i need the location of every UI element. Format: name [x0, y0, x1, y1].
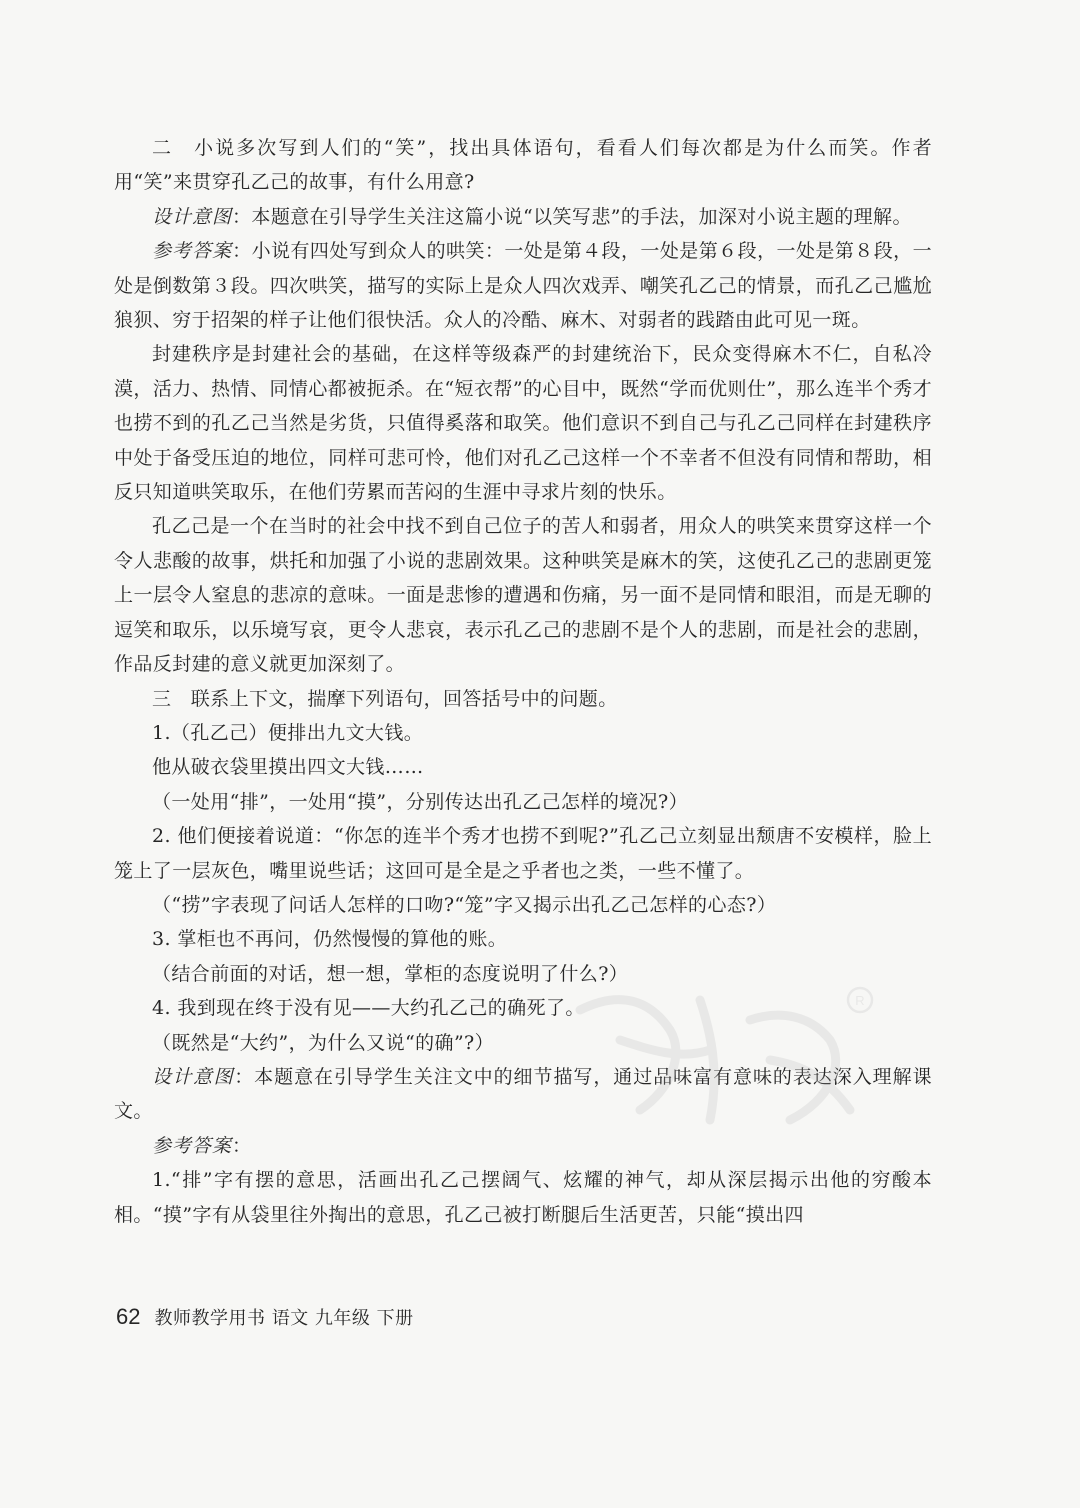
- page-number: 62: [116, 1304, 141, 1329]
- reference-answer-three: [114, 1129, 932, 1163]
- page-footer: [116, 1304, 414, 1330]
- sub-question-2-prompt: （“捞”字表现了问话人怎样的口吻?“笼”字又揭示出孔乙己怎样的心态?）: [152, 893, 777, 916]
- reference-answer-two: [114, 234, 932, 337]
- sub-question-1a: 1.（孔乙己）便排出九文大钱。: [152, 721, 424, 744]
- question-three-text: 三 联系上下文，揣摩下列语句，回答括号中的问题。: [152, 687, 618, 710]
- sub-question-1b: 他从破衣袋里摸出四文大钱……: [152, 756, 424, 779]
- page-content: [114, 131, 932, 1232]
- question-two-text: 二 小说多次写到人们的“笑”，找出具体语句，看看人们每次都是为什么而笑。作者用“笑”来贯穿孔乙己的故事，有什么用意?: [114, 137, 932, 194]
- question-two: [114, 131, 932, 200]
- sub-question-2: 2. 他们便接着说道：“你怎的连半个秀才也捞不到呢?”孔乙己立刻显出颓唐不安模样，脸上笼上了一层灰色，嘴里说些话；这回可是全是之乎者也之类，一些不懂了。: [114, 825, 932, 882]
- question-three: [114, 682, 932, 716]
- design-intent-text: ：本题意在引导学生关注文中的细节描写，通过品味富有意味的表达深入理解课文。: [114, 1065, 932, 1123]
- reference-answer-colon: ：: [232, 1134, 252, 1157]
- reference-answer-label: 参考答案: [152, 1134, 233, 1157]
- sub-question-3-prompt: （结合前面的对话，想一想，掌柜的态度说明了什么?）: [152, 962, 629, 985]
- reference-answer-label: 参考答案: [152, 240, 233, 263]
- svg-text:R: R: [855, 993, 865, 1008]
- design-intent-label: 设计意图: [152, 205, 233, 228]
- design-intent-label: 设计意图: [152, 1065, 235, 1088]
- sub-question-4-prompt: （既然是“大约”，为什么又说“的确”?）: [152, 1031, 495, 1054]
- answer-paragraph-kong-yiji: 孔乙己是一个在当时的社会中找不到自己位子的苦人和弱者，用众人的哄笑来贯穿这样一个令人悲酸的故事，烘托和加强了小说的悲剧效果。这种哄笑是麻木的笑，这使孔乙己的悲剧更笼上一层令人窒息的悲凉的意味。一面是悲惨的遭遇和伤痛，另一面不是同情和眼泪，而是无聊的逗笑和取乐，以乐境写哀，更令人悲哀，表示孔乙己的悲剧不是个人的悲剧，而是社会的悲剧，作品反封建的意义就更加深刻了。: [114, 515, 932, 676]
- sub-question-1-prompt: （一处用“排”，一处用“摸”，分别传达出孔乙己怎样的境况?）: [152, 790, 689, 813]
- design-intent-three: [114, 1060, 932, 1129]
- reference-answer-text: ：小说有四处写到众人的哄笑：一处是第４段，一处是第６段，一处是第８段，一处是倒数第３段。四次哄笑，描写的实际上是众人四次戏弄、嘲笑孔乙己的情景，而孔乙己尴尬狼狈、穷于招架的样子让他们很快活。众人的冷酷、麻木、对弱者的践踏由此可见一斑。: [114, 240, 932, 332]
- answer-item-1: 1.“排”字有摆的意思，活画出孔乙己摆阔气、炫耀的神气，却从深层揭示出他的穷酸本相。“摸”字有从袋里往外掏出的意思，孔乙己被打断腿后生活更苦，只能“摸出四: [114, 1169, 932, 1226]
- design-intent-text: ：本题意在引导学生关注这篇小说“以笑写悲”的手法，加深对小说主题的理解。: [232, 205, 912, 228]
- book-title: 教师教学用书 语文 九年级 下册: [154, 1308, 414, 1329]
- design-intent-two: [114, 200, 932, 234]
- sub-question-3: 3. 掌柜也不再问，仍然慢慢的算他的账。: [152, 928, 508, 951]
- sub-question-4: 4. 我到现在终于没有见——大约孔乙己的确死了。: [152, 997, 585, 1020]
- answer-paragraph-feudal-order: 封建秩序是封建社会的基础，在这样等级森严的封建统治下，民众变得麻木不仁，自私冷漠，活力、热情、同情心都被扼杀。在“短衣帮”的心目中，既然“学而优则仕”，那么连半个秀才也捞不到的孔乙己当然是劣货，只值得奚落和取笑。他们意识不到自己与孔乙己同样在封建秩序中处于备受压迫的地位，同样可悲可怜，他们对孔乙己这样一个不幸者不但没有同情和帮助，相反只知道哄笑取乐，在他们劳累而苦闷的生涯中寻求片刻的快乐。: [114, 343, 932, 504]
